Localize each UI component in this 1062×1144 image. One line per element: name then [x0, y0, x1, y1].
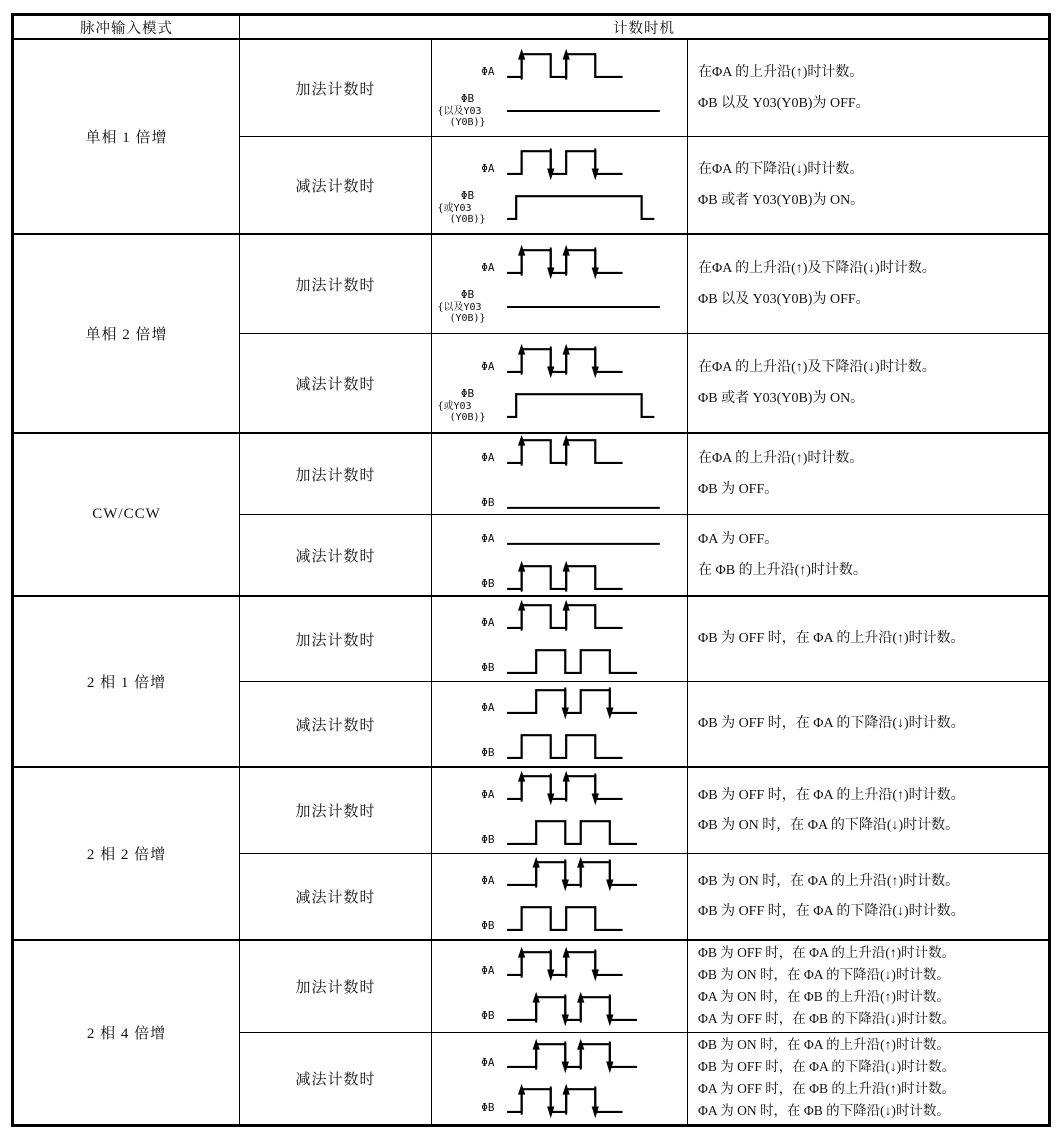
waveform-cell: [432, 768, 688, 853]
phi-b-signal-label: ΦB: [481, 832, 495, 846]
mode-name-cell: 2 相 4 倍增: [14, 941, 240, 1124]
count-type-cell: 加法计数时: [240, 941, 432, 1032]
phi-a-signal-label: ΦA: [481, 963, 495, 977]
signal-alias-line: {以及Y03: [437, 106, 482, 118]
signal-waveform-svg: [498, 944, 678, 984]
description-cell: [688, 854, 1048, 939]
mode-group-cw-ccw: [14, 432, 1048, 595]
signal-waveform-svg: [498, 477, 678, 515]
phi-b-waveform: [438, 642, 682, 682]
mode-group-two-phase-4x: [14, 939, 1048, 1124]
signal-waveform-svg: [498, 515, 678, 553]
phi-a-signal-label: ΦA: [481, 532, 495, 546]
mode-name-cell: 单相 1 倍增: [14, 40, 240, 233]
description-line: ΦB 为 OFF。: [698, 481, 779, 497]
description-line: ΦB 为 OFF 时，在 ΦA 的上升沿(↑)时计数。: [698, 945, 956, 961]
phi-a-signal-label: ΦA: [481, 65, 495, 79]
count-type-cell: 加法计数时: [240, 597, 432, 681]
mode-group-two-phase-2x: [14, 766, 1048, 939]
count-row-subtract: [240, 333, 1048, 432]
description-line: ΦB 为 OFF 时，在 ΦA 的下降沿(↓)时计数。: [698, 1059, 956, 1075]
description-line: 在ΦA 的下降沿(↓)时计数。: [698, 162, 864, 177]
description-line: ΦB 为 ON 时，在 ΦA 的下降沿(↓)时计数。: [698, 818, 960, 833]
phi-b-signal-label: [438, 289, 498, 324]
count-type-cell: 加法计数时: [240, 434, 432, 514]
count-row-subtract: [240, 1032, 1048, 1124]
signal-name: ΦB: [460, 91, 475, 105]
description-cell: [688, 682, 1048, 766]
signal-waveform-svg: [498, 682, 678, 722]
header-pulse-input-mode: 脉冲输入模式: [14, 16, 240, 38]
phi-b-signal-label: ΦB: [481, 577, 495, 591]
description-line: ΦB 以及 Y03(Y0B)为 OFF。: [698, 291, 870, 307]
signal-waveform-svg: [498, 242, 678, 282]
pulse-input-mode-table: [11, 13, 1051, 1127]
signal-waveform-svg: [498, 341, 678, 381]
signal-waveform-svg: [498, 143, 678, 183]
signal-waveform-svg: [498, 989, 678, 1029]
phi-a-waveform: [438, 341, 682, 381]
signal-waveform-svg: [498, 1036, 678, 1076]
waveform-cell: [432, 40, 688, 136]
waveform-cell: [432, 597, 688, 681]
count-type-cell: 减法计数时: [240, 854, 432, 939]
description-line: 在ΦA 的上升沿(↑)及下降沿(↓)时计数。: [698, 360, 936, 375]
mode-name-cell: 2 相 2 倍增: [14, 768, 240, 939]
signal-name: ΦB: [460, 386, 475, 400]
description-cell: [688, 137, 1048, 233]
description-cell: [688, 235, 1048, 333]
description-line: ΦB 为 OFF 时，在 ΦA 的下降沿(↓)时计数。: [698, 716, 965, 732]
phi-b-signal-label: ΦB: [481, 918, 495, 932]
phi-b-waveform: [438, 813, 682, 853]
phi-a-waveform: [438, 434, 682, 472]
signal-name: ΦB: [460, 287, 475, 301]
description-line: ΦB 或者 Y03(Y0B)为 ON。: [698, 192, 865, 208]
phi-b-signal-label: [438, 190, 498, 225]
description-line: ΦB 为 ON 时，在 ΦA 的上升沿(↑)时计数。: [698, 873, 960, 889]
phi-b-signal-label: [438, 93, 498, 128]
signal-waveform-svg: [498, 899, 678, 939]
signal-waveform-svg: [498, 287, 678, 327]
signal-waveform-svg: [498, 91, 678, 131]
waveform-cell: [432, 854, 688, 939]
mode-rows: [240, 768, 1048, 939]
mode-group-single-phase-2x: [14, 233, 1048, 432]
signal-waveform-svg: [498, 854, 678, 894]
count-row-subtract: [240, 136, 1048, 233]
description-line: ΦA 为 ON 时，在 ΦB 的上升沿(↑)时计数。: [698, 989, 950, 1004]
mode-rows: [240, 40, 1048, 233]
phi-b-signal-label: ΦB: [481, 661, 495, 675]
phi-a-waveform: [438, 854, 682, 894]
phi-a-waveform: [438, 46, 682, 86]
description-line: 在 ΦB 的上升沿(↑)时计数。: [698, 562, 867, 578]
waveform-cell: [432, 515, 688, 595]
phi-a-signal-label: ΦA: [481, 451, 495, 465]
signal-waveform-svg: [498, 768, 678, 808]
description-cell: [688, 40, 1048, 136]
signal-alias-line: (Y0B)}: [449, 214, 486, 226]
description-line: ΦA 为 ON 时，在 ΦB 的下降沿(↓)时计数。: [698, 1102, 950, 1118]
phi-b-signal-label: ΦB: [481, 746, 495, 760]
mode-name-cell: 2 相 1 倍增: [14, 597, 240, 766]
description-line: ΦB 为 OFF 时，在 ΦA 的上升沿(↑)时计数。: [698, 631, 965, 647]
count-type-cell: 加法计数时: [240, 235, 432, 333]
signal-waveform-svg: [498, 813, 678, 853]
waveform-cell: [432, 941, 688, 1032]
count-type-cell: 加法计数时: [240, 40, 432, 136]
phi-b-waveform: [438, 91, 682, 131]
mode-name-cell: CW/CCW: [14, 434, 240, 595]
phi-a-signal-label: ΦA: [481, 162, 495, 176]
phi-b-signal-label: [438, 388, 498, 423]
count-type-cell: 减法计数时: [240, 1033, 432, 1124]
mode-rows: [240, 235, 1048, 432]
signal-alias-line: (Y0B)}: [449, 412, 486, 424]
description-line: ΦA 为 OFF。: [698, 532, 779, 547]
signal-name: ΦB: [460, 188, 475, 202]
description-cell: [688, 334, 1048, 432]
description-line: ΦA 为 OFF 时，在 ΦB 的下降沿(↓)时计数。: [698, 1010, 956, 1026]
count-type-cell: 加法计数时: [240, 768, 432, 853]
phi-b-waveform: [438, 1081, 682, 1121]
description-cell: [688, 434, 1048, 514]
count-row-subtract: [240, 514, 1048, 595]
phi-a-waveform: [438, 515, 682, 553]
phi-b-waveform: [438, 727, 682, 767]
waveform-cell: [432, 434, 688, 514]
phi-b-waveform: [438, 287, 682, 327]
signal-waveform-svg: [498, 386, 678, 426]
signal-alias-line: {或Y03: [437, 203, 472, 215]
header-count-timing: 计数时机: [613, 20, 675, 37]
count-row-add: [240, 941, 1048, 1032]
phi-b-waveform: [438, 188, 682, 228]
phi-b-signal-label: ΦB: [481, 1008, 495, 1022]
phi-a-signal-label: ΦA: [481, 1055, 495, 1069]
count-type-cell: 减法计数时: [240, 334, 432, 432]
description-line: ΦB 为 ON 时，在 ΦA 的下降沿(↓)时计数。: [698, 967, 950, 983]
description-line: ΦB 为 OFF 时，在 ΦA 的上升沿(↑)时计数。: [698, 787, 965, 803]
description-cell: [688, 1033, 1048, 1124]
signal-alias-line: {或Y03: [437, 401, 472, 413]
count-row-add: [240, 597, 1048, 681]
phi-b-waveform: [438, 386, 682, 426]
waveform-cell: [432, 235, 688, 333]
signal-waveform-svg: [498, 727, 678, 767]
signal-waveform-svg: [498, 597, 678, 637]
count-type-cell: 减法计数时: [240, 137, 432, 233]
count-row-add: [240, 768, 1048, 853]
phi-b-waveform: [438, 989, 682, 1029]
signal-waveform-svg: [498, 188, 678, 228]
table-header-row: [14, 16, 1048, 40]
signal-waveform-svg: [498, 1081, 678, 1121]
phi-a-signal-label: ΦA: [481, 787, 495, 801]
phi-a-signal-label: ΦA: [481, 701, 495, 715]
count-type-cell: 减法计数时: [240, 682, 432, 766]
phi-a-signal-label: ΦA: [481, 261, 495, 275]
description-line: ΦA 为 OFF 时，在 ΦB 的上升沿(↑)时计数。: [698, 1081, 956, 1096]
description-cell: [688, 515, 1048, 595]
phi-b-waveform: [438, 558, 682, 596]
phi-a-signal-label: ΦA: [481, 616, 495, 630]
waveform-cell: [432, 137, 688, 233]
signal-waveform-svg: [498, 558, 678, 596]
waveform-cell: [432, 334, 688, 432]
signal-waveform-svg: [498, 642, 678, 682]
phi-a-waveform: [438, 242, 682, 282]
phi-b-waveform: [438, 477, 682, 515]
description-line: ΦB 以及 Y03(Y0B)为 OFF。: [698, 95, 870, 111]
phi-a-waveform: [438, 768, 682, 808]
count-row-add: [240, 235, 1048, 333]
phi-a-signal-label: ΦA: [481, 360, 495, 374]
mode-rows: [240, 597, 1048, 766]
description-cell: [688, 768, 1048, 853]
phi-b-waveform: [438, 899, 682, 939]
description-line: 在ΦA 的上升沿(↑)及下降沿(↓)时计数。: [698, 261, 936, 276]
count-type-cell: 减法计数时: [240, 515, 432, 595]
mode-group-single-phase-1x: [14, 40, 1048, 233]
mode-group-two-phase-1x: [14, 595, 1048, 766]
description-line: ΦB 为 ON 时，在 ΦA 的上升沿(↑)时计数。: [698, 1037, 950, 1053]
description-line: ΦB 为 OFF 时，在 ΦA 的下降沿(↓)时计数。: [698, 904, 965, 919]
signal-alias-line: {以及Y03: [437, 302, 482, 314]
count-row-add: [240, 40, 1048, 136]
phi-a-waveform: [438, 143, 682, 183]
phi-a-waveform: [438, 944, 682, 984]
signal-alias-line: (Y0B)}: [449, 313, 486, 325]
phi-b-signal-label: ΦB: [481, 496, 495, 510]
phi-a-waveform: [438, 1036, 682, 1076]
phi-a-waveform: [438, 682, 682, 722]
description-line: 在ΦA 的上升沿(↑)时计数。: [698, 65, 864, 80]
description-line: 在ΦA 的上升沿(↑)时计数。: [698, 451, 864, 466]
description-cell: [688, 597, 1048, 681]
mode-rows: [240, 941, 1048, 1124]
phi-a-signal-label: ΦA: [481, 873, 495, 887]
description-cell: [688, 941, 1048, 1032]
count-row-subtract: [240, 681, 1048, 766]
count-row-add: [240, 434, 1048, 514]
mode-rows: [240, 434, 1048, 595]
waveform-cell: [432, 682, 688, 766]
count-row-subtract: [240, 853, 1048, 939]
mode-name-cell: 单相 2 倍增: [14, 235, 240, 432]
phi-b-signal-label: ΦB: [481, 1100, 495, 1114]
phi-a-waveform: [438, 597, 682, 637]
signal-alias-line: (Y0B)}: [449, 117, 486, 129]
waveform-cell: [432, 1033, 688, 1124]
signal-waveform-svg: [498, 434, 678, 472]
description-line: ΦB 或者 Y03(Y0B)为 ON。: [698, 390, 865, 406]
signal-waveform-svg: [498, 46, 678, 86]
